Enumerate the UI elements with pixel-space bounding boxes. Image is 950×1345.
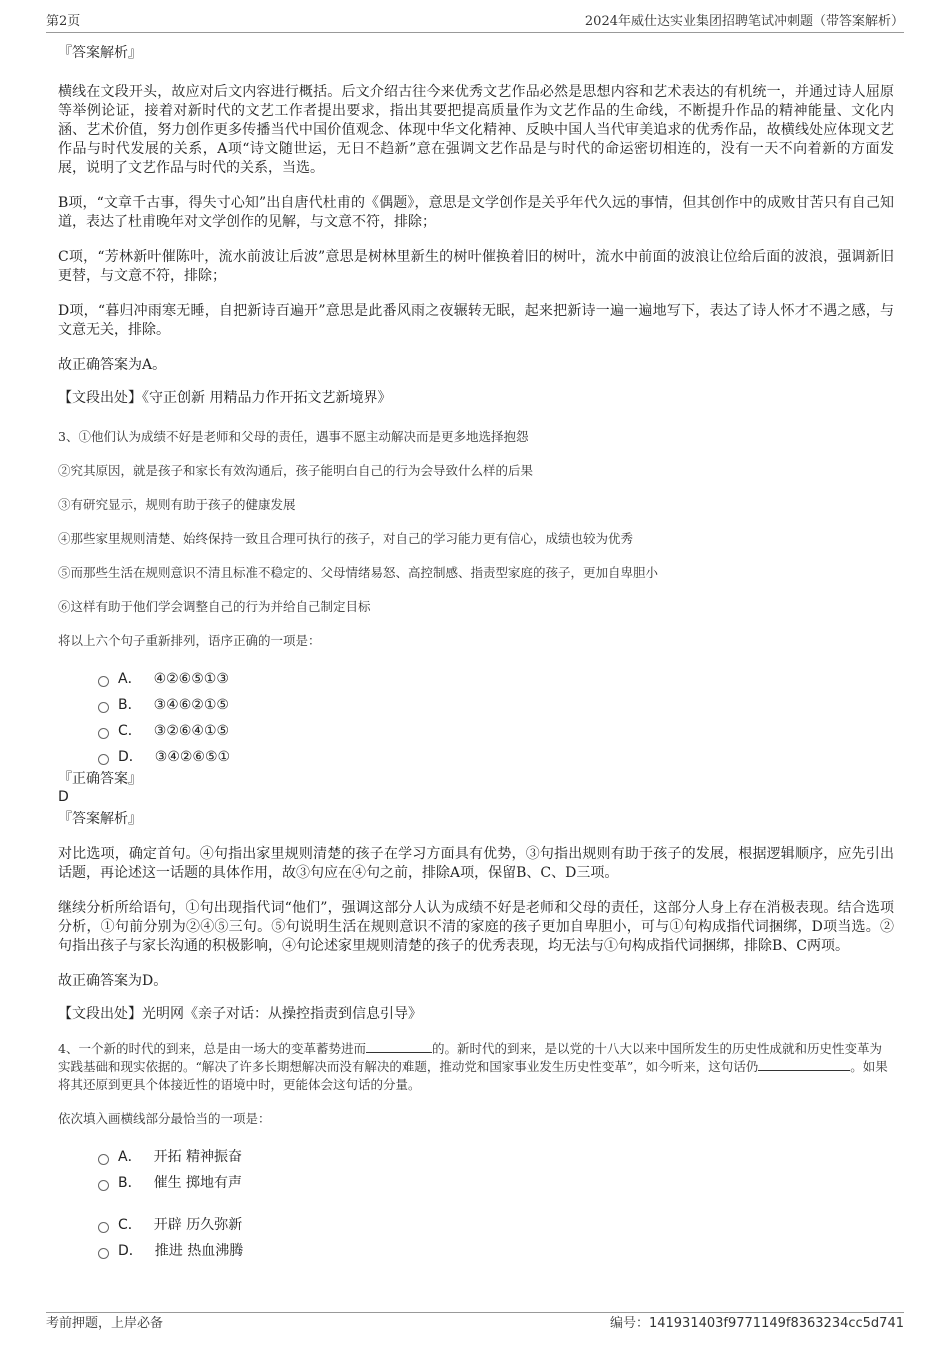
option-letter: A． xyxy=(118,1149,142,1165)
option-b[interactable] xyxy=(98,692,894,718)
option-letter: D． xyxy=(118,1243,143,1259)
answer-conclusion: 故正确答案为D。 xyxy=(58,973,168,989)
answer-conclusion: 故正确答案为A。 xyxy=(58,357,167,373)
stem-part: 4、一个新的时代的到来，总是由一场大的变革蓄势进而 xyxy=(58,1041,366,1056)
page-number: 第2页 xyxy=(46,14,81,29)
question-prompt: 将以上六个句子重新排列，语序正确的一项是： xyxy=(58,633,321,648)
radio-icon[interactable] xyxy=(98,1248,109,1259)
q4-options xyxy=(98,1144,894,1264)
question-stem xyxy=(58,1040,894,1094)
page-header xyxy=(46,12,904,33)
option-letter: B． xyxy=(118,697,142,713)
analysis-paragraph: B项，“文章千古事，得失寸心知”出自唐代杜甫的《偶题》，意思是文学创作是关乎年代久远的事情，但其创作中的成败甘苦只有自己知道，表达了杜甫晚年对文学创作的见解，与文意不符，排除； xyxy=(58,195,894,230)
document-title: 2024年威仕达实业集团招聘笔试冲刺题（带答案解析） xyxy=(584,14,904,29)
option-letter: B． xyxy=(118,1175,142,1191)
analysis-paragraph: 横线在文段开头，故应对后文内容进行概括。后文介绍古往今来优秀文艺作品必然是思想内容和艺术表达的有机统一，并通过诗人屈原等举例论证，接着对新时代的文艺工作者提出要求，指出其要把提高质量作为文艺作品的生命线，不断提升作品的精神能量、文化内涵、艺术价值，努力创作更多传播当代中国价值观念、体现中华文化精神、反映中国人当代审美追求的优秀作品，故横线处应体现文艺作品与时代发展的关系，A项“诗文随世运，无日不趋新”意在强调文艺作品是与时代的命运密切相连的，没有一天不向着新的方面发展，说明了文艺作品与时代的关系，当选。 xyxy=(58,84,894,176)
option-letter: A． xyxy=(118,671,142,687)
source-citation: 【文段出处】光明网《亲子对话：从操控指责到信息引导》 xyxy=(58,1006,422,1022)
question-sentence: ⑥这样有助于他们学会调整自己的行为并给自己制定目标 xyxy=(58,599,371,614)
question-sentence: ②究其原因，就是孩子和家长有效沟通后，孩子能明白自己的行为会导致什么样的后果 xyxy=(58,463,534,478)
option-text: ③④②⑥⑤① xyxy=(154,749,231,765)
option-letter: C． xyxy=(118,723,142,739)
source-citation: 【文段出处】《守正创新 用精品力作开拓文艺新境界》 xyxy=(58,390,392,406)
option-d[interactable] xyxy=(98,1238,894,1264)
correct-answer-label: 『正确答案』 xyxy=(58,771,142,787)
radio-icon[interactable] xyxy=(98,754,109,765)
stem-part: 的。新时代的到来，是以党的十八大以来中国所发生的历史性成就和历史性变革为实践基础和现实依据的。“解决了许多长期想解决而没有解决的难题，推动党和国家事业发生历史性变革”，如今听来，这句话仍 xyxy=(58,1041,882,1074)
radio-icon[interactable] xyxy=(98,676,109,687)
page-content xyxy=(58,44,894,1264)
radio-icon[interactable] xyxy=(98,1180,109,1191)
code-label: 编号： xyxy=(609,1316,649,1331)
radio-icon[interactable] xyxy=(98,728,109,739)
option-text: 催生 掷地有声 xyxy=(153,1175,243,1191)
question-prompt: 依次填入画横线部分最恰当的一项是： xyxy=(58,1111,271,1126)
fill-blank-2[interactable] xyxy=(758,1058,850,1071)
option-c[interactable] xyxy=(98,718,894,744)
analysis-paragraph: C项，“芳林新叶催陈叶，流水前波让后波”意思是树林里新生的树叶催换着旧的树叶，流水中前面的波浪让位给后面的波浪，强调新旧更替，与文意不符，排除； xyxy=(58,249,894,284)
option-text: 推进 热血沸腾 xyxy=(154,1243,244,1259)
analysis-label: 『答案解析』 xyxy=(58,811,142,827)
question-sentence: ③有研究显示，规则有助于孩子的健康发展 xyxy=(58,497,296,512)
question-sentence: ⑤而那些生活在规则意识不清且标准不稳定的、父母情绪易怒、高控制感、指责型家庭的孩子，更加自卑胆小 xyxy=(58,565,659,580)
option-b[interactable] xyxy=(98,1170,894,1196)
radio-icon[interactable] xyxy=(98,702,109,713)
document-code xyxy=(610,1313,904,1335)
fill-blank-1[interactable] xyxy=(366,1040,432,1053)
footer-slogan: 考前押题，上岸必备 xyxy=(46,1316,164,1331)
question-sentence: 3、①他们认为成绩不好是老师和父母的责任，遇事不愿主动解决而是更多地选择抱怨 xyxy=(58,429,529,444)
analysis-label: 『答案解析』 xyxy=(58,45,142,61)
code-value: 141931403f9771149f8363234cc5d741 xyxy=(648,1316,904,1331)
radio-icon[interactable] xyxy=(98,1154,109,1165)
option-letter: C． xyxy=(118,1217,142,1233)
option-a[interactable] xyxy=(98,666,894,692)
option-text: ③④⑥②①⑤ xyxy=(153,697,229,713)
option-text: 开辟 历久弥新 xyxy=(153,1217,243,1233)
analysis-paragraph: 对比选项，确定首句。④句指出家里规则清楚的孩子在学习方面具有优势，③句指出规则有助于孩子的发展，根据逻辑顺序，应先引出话题，再论述这一话题的具体作用，故③句应在④句之前，排除A项，保留B、C、D三项。 xyxy=(58,846,894,881)
option-text: 开拓 精神振奋 xyxy=(153,1149,243,1165)
radio-icon[interactable] xyxy=(98,1222,109,1233)
analysis-paragraph: 继续分析所给语句，①句出现指代词“他们”，强调这部分人认为成绩不好是老师和父母的责任，这部分人身上存在消极表现。结合选项分析，①句前分别为②④⑤三句。⑤句说明生活在规则意识不清的家庭的孩子更加自卑胆小，可与①句构成指代词捆绑，D项当选。②句指出孩子与家长沟通的积极影响，④句论述家里规则清楚的孩子的优秀表现，均无法与①句构成指代词捆绑，排除B、C两项。 xyxy=(58,900,894,954)
option-a[interactable] xyxy=(98,1144,894,1170)
option-c[interactable] xyxy=(98,1212,894,1238)
option-text: ③②⑥④①⑤ xyxy=(153,723,230,739)
q3-options xyxy=(98,666,894,770)
analysis-paragraph: D项，“暮归冲雨寒无睡，自把新诗百遍开”意思是此番风雨之夜辗转无眠，起来把新诗一遍一遍地写下，表达了诗人怀才不遇之感，与文意无关，排除。 xyxy=(58,303,894,338)
page-footer xyxy=(46,1312,904,1333)
option-d[interactable] xyxy=(98,744,894,770)
option-letter: D． xyxy=(118,749,143,765)
question-sentence: ④那些家里规则清楚、始终保持一致且合理可执行的孩子，对自己的学习能力更有信心，成绩也较为优秀 xyxy=(58,531,634,546)
correct-answer-value: D xyxy=(58,789,69,805)
option-text: ④②⑥⑤①③ xyxy=(153,671,229,687)
stem-part: 。如果将其还原到更具个体接近性的语境中时，更能体会这句话的分量。 xyxy=(58,1059,888,1092)
